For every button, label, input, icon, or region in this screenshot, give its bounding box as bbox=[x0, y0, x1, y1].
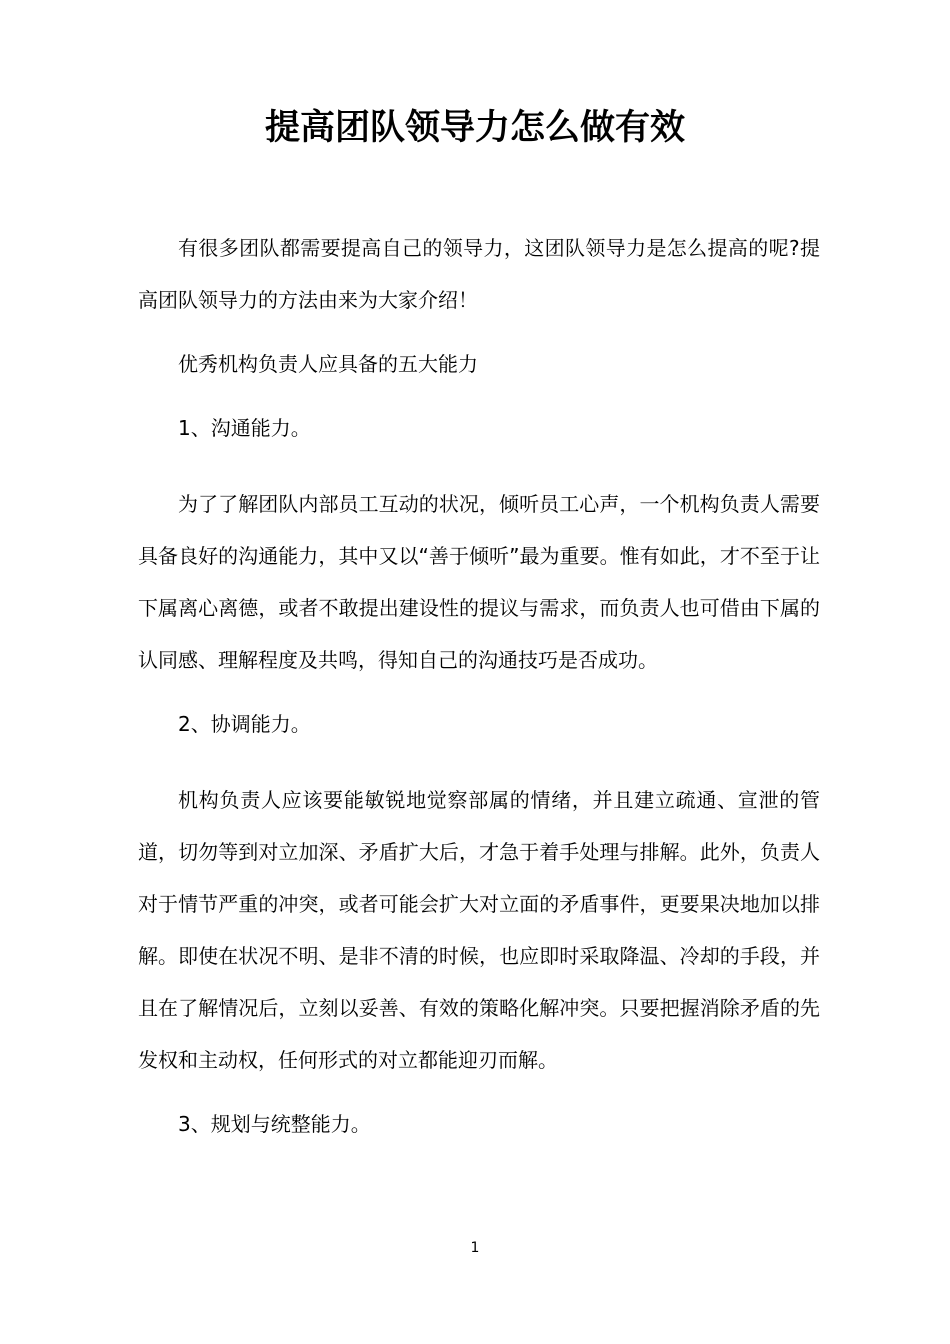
paragraph-communication: 为了了解团队内部员工互动的状况，倾听员工心声，一个机构负责人需要具备良好的沟通能力，其中又以“善于倾听”最为重要。惟有如此，才不至于让下属离心离德，或者不敢提出建设性的提议与需求，而负责人也可借由下属的认同感、理解程度及共鸣，得知自己的沟通技巧是否成功。 bbox=[138, 492, 820, 672]
heading-communication: 1、沟通能力。 bbox=[178, 416, 311, 440]
document-title: 提高团队领导力怎么做有效 bbox=[264, 108, 685, 148]
heading-planning: 3、规划与统整能力。 bbox=[178, 1112, 371, 1136]
intro-paragraph: 有很多团队都需要提高自己的领导力，这团队领导力是怎么提高的呢?提高团队领导力的方法由来为大家介绍！ bbox=[138, 236, 820, 312]
page-number: 1 bbox=[470, 1240, 480, 1256]
document-body bbox=[138, 222, 820, 1150]
section-subtitle: 优秀机构负责人应具备的五大能力 bbox=[178, 352, 478, 376]
heading-coordination: 2、协调能力。 bbox=[178, 712, 311, 736]
paragraph-coordination: 机构负责人应该要能敏锐地觉察部属的情绪，并且建立疏通、宣泄的管道，切勿等到对立加深、矛盾扩大后，才急于着手处理与排解。此外，负责人对于情节严重的冲突，或者可能会扩大对立面的矛盾事件，更要果决地加以排解。即使在状况不明、是非不清的时候，也应即时采取降温、冷却的手段，并且在了解情况后，立刻以妥善、有效的策略化解冲突。只要把握消除矛盾的先发权和主动权，任何形式的对立都能迎刃而解。 bbox=[138, 788, 820, 1072]
